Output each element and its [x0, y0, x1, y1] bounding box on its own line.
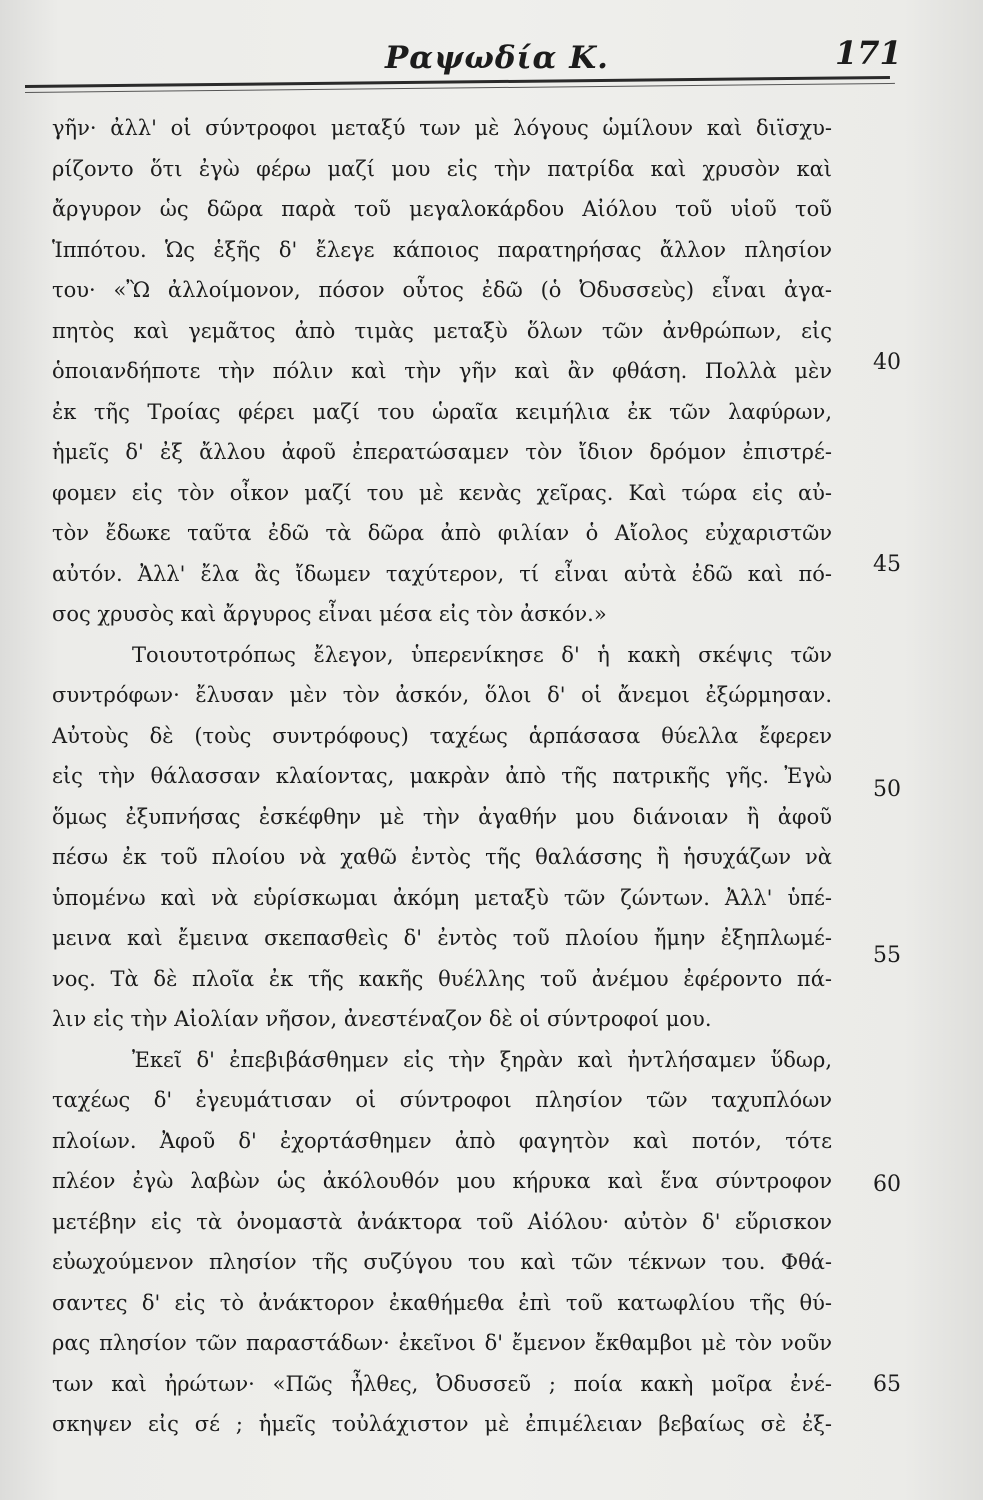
- line-number: 60: [873, 1172, 901, 1197]
- line-number: 50: [873, 777, 901, 802]
- text-line: φομεν εἰς τὸν οἶκον μαζί του μὲ κενὰς χεῖρας. Καὶ τώρα εἰς αὐ-: [52, 480, 832, 505]
- line-number: 65: [873, 1372, 901, 1397]
- text-line: Αὐτοὺς δὲ (τοὺς συντρόφους) ταχέως ἁρπάσασα θύελλα ἔφερεν: [52, 723, 832, 748]
- text-line: μετέβην εἰς τὰ ὀνομαστὰ ἀνάκτορα τοῦ Αἰόλου· αὐτὸν δ' εὕρισκον: [52, 1209, 832, 1234]
- text-line: ὅμως ἐξυπνήσας ἐσκέφθην μὲ τὴν ἀγαθήν μου διάνοιαν ἢ ἀφοῦ: [52, 804, 832, 829]
- text-line: του· «Ὢ ἀλλοίμονον, πόσον οὗτος ἐδῶ (ὁ Ὀδυσσεὺς) εἶναι ἀγα-: [52, 278, 832, 302]
- text-line: ρας πλησίον τῶν παραστάδων· ἐκεῖνοι δ' ἔμενον ἔκθαμβοι μὲ τὸν νοῦν: [52, 1331, 832, 1355]
- text-line: γῆν· ἀλλ' οἱ σύντροφοι μεταξύ των μὲ λόγους ὡμίλουν καὶ διϊσχυ-: [52, 116, 832, 140]
- text-line: ταχέως δ' ἐγευμάτισαν οἱ σύντροφοι πλησίον τῶν ταχυπλόων: [52, 1088, 832, 1112]
- text-line: συντρόφων· ἔλυσαν μὲν τὸν ἀσκόν, ὅλοι δ' οἱ ἄνεμοι ἐξώρμησαν.: [52, 683, 832, 707]
- line-number: 45: [873, 552, 901, 577]
- text-line: Τοιουτοτρόπως ἔλεγον, ὑπερενίκησε δ' ἡ κακὴ σκέψις τῶν: [132, 642, 832, 667]
- text-line: Ἐκεῖ δ' ἐπεβιβάσθημεν εἰς τὴν ξηρὰν καὶ ἠντλήσαμεν ὕδωρ,: [132, 1047, 832, 1072]
- text-line: εὐωχούμενον πλησίον τῆς συζύγου του καὶ τῶν τέκνων του. Φθά-: [52, 1250, 832, 1274]
- header-rule: [25, 76, 890, 88]
- text-line: τὸν ἔδωκε ταῦτα ἐδῶ τὰ δῶρα ἀπὸ φιλίαν ὁ Αἴολος εὐχαριστῶν: [52, 521, 832, 545]
- text-line: μεινα καὶ ἔμεινα σκεπασθεὶς δ' ἐντὸς τοῦ πλοίου ἤμην ἐξηπλωμέ-: [52, 926, 832, 950]
- text-line: νος. Τὰ δὲ πλοῖα ἐκ τῆς κακῆς θυέλλης τοῦ ἀνέμου ἐφέροντο πά-: [52, 966, 832, 991]
- text-line: πλοίων. Ἀφοῦ δ' ἐχορτάσθημεν ἀπὸ φαγητὸν καὶ ποτόν, τότε: [52, 1128, 832, 1153]
- text-line: εἰς τὴν θάλασσαν κλαίοντας, μακρὰν ἀπὸ τῆς πατρικῆς γῆς. Ἐγὼ: [52, 764, 832, 788]
- line-number: 40: [873, 350, 901, 375]
- text-line: πητὸς καὶ γεμᾶτος ἀπὸ τιμὰς μεταξὺ ὅλων τῶν ἀνθρώπων, εἰς: [52, 318, 832, 343]
- text-line: ἡμεῖς δ' ἐξ ἄλλου ἀφοῦ ἐπερατώσαμεν τὸν ἴδιον δρόμον ἐπιστρέ-: [52, 440, 832, 464]
- text-line: σκηψεν εἰς σέ ; ἡμεῖς τοὐλάχιστον μὲ ἐπιμέλειαν βεβαίως σὲ ἐξ-: [52, 1412, 832, 1436]
- text-line: σος χρυσὸς καὶ ἄργυρος εἶναι μέσα εἰς τὸν ἀσκόν.»: [52, 602, 607, 626]
- line-number: 55: [873, 943, 901, 968]
- text-line: ὁποιανδήποτε τὴν πόλιν καὶ τὴν γῆν καὶ ἂν φθάση. Πολλὰ μὲν: [52, 359, 832, 383]
- text-line: λιν εἰς τὴν Αἰολίαν νῆσον, ἀνεστέναζον δὲ οἱ σύντροφοί μου.: [52, 1007, 712, 1031]
- text-line: ὑπομένω καὶ νὰ εὑρίσκωμαι ἀκόμη μεταξὺ τῶν ζώντων. Ἀλλ' ὑπέ-: [52, 885, 832, 910]
- page-header-title: Ραψωδία Κ.: [385, 40, 609, 76]
- text-line: ἄργυρον ὡς δῶρα παρὰ τοῦ μεγαλοκάρδου Αἰόλου τοῦ υἱοῦ τοῦ: [52, 197, 832, 221]
- body-text: [52, 108, 832, 1445]
- text-line: αὐτόν. Ἀλλ' ἔλα ἂς ἴδωμεν ταχύτερον, τί εἶναι αὐτὰ ἐδῶ καὶ πό-: [52, 561, 832, 586]
- text-line: Ἱππότου. Ὡς ἑξῆς δ' ἔλεγε κάποιος παρατηρήσας ἄλλον πλησίον: [52, 237, 832, 262]
- text-line: ἐκ τῆς Τροίας φέρει μαζί του ὡραῖα κειμήλια ἐκ τῶν λαφύρων,: [52, 399, 832, 424]
- text-line: σαντες δ' εἰς τὸ ἀνάκτορον ἐκαθήμεθα ἐπὶ τοῦ κατωφλίου τῆς θύ-: [52, 1290, 832, 1315]
- text-line: ρίζοντο ὅτι ἐγὼ φέρω μαζί μου εἰς τὴν πατρίδα καὶ χρυσὸν καὶ: [52, 156, 832, 181]
- page-number: 171: [835, 34, 902, 72]
- text-line: των καὶ ἠρώτων· «Πῶς ἦλθες, Ὀδυσσεῦ ; ποία κακὴ μοῖρα ἐνέ-: [52, 1371, 832, 1396]
- text-line: πέσω ἐκ τοῦ πλοίου νὰ χαθῶ ἐντὸς τῆς θαλάσσης ἢ ἡσυχάζων νὰ: [52, 845, 832, 869]
- text-line: πλέον ἐγὼ λαβὼν ὡς ἀκόλουθόν μου κήρυκα καὶ ἕνα σύντροφον: [52, 1169, 832, 1193]
